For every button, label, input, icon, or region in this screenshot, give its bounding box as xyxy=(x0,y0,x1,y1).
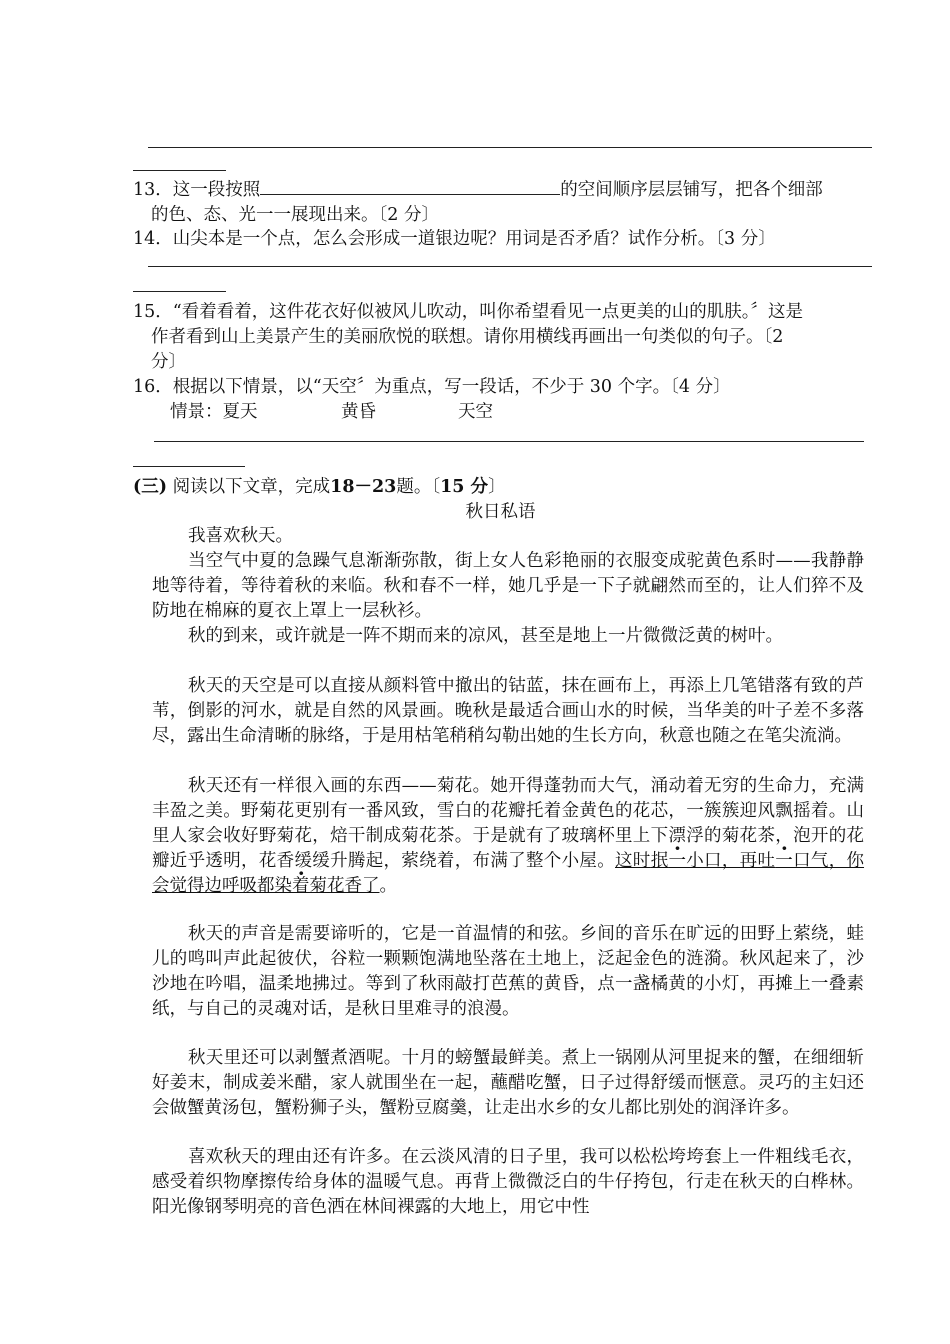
question-text: 这一段按照 xyxy=(172,180,261,200)
scene-item: 黄昏 xyxy=(341,402,376,422)
section-heading xyxy=(133,475,868,500)
paragraph-text: 。 xyxy=(379,876,397,896)
section-score: 15 分 xyxy=(440,477,489,497)
article-title: 秋日私语 xyxy=(465,502,536,522)
question-number: 13． xyxy=(133,180,173,200)
dotted-word: 染 xyxy=(274,876,292,896)
question-text: 根据以下情景，以“天空〞为重点，写一段话，不少于 30 个字。〔4 分〕 xyxy=(172,377,731,397)
question-number: 15． xyxy=(133,302,173,322)
question-number: 16． xyxy=(133,377,173,397)
question-15 xyxy=(133,300,886,375)
question-14 xyxy=(133,227,868,252)
answer-line-tail xyxy=(133,170,226,171)
question-range: 18－23 xyxy=(330,477,397,497)
question-number: 14． xyxy=(133,229,173,249)
question-text: 的色、态、光一一展现出来。〔2 分〕 xyxy=(151,205,439,225)
section-label: (三) xyxy=(133,477,168,497)
answer-line-tail xyxy=(133,466,245,467)
underlined-text: 一小口，再 xyxy=(668,851,758,871)
scene-item: 天空 xyxy=(458,402,493,422)
question-text: 作者看到山上美景产生的美丽欣悦的联想。请你用横线再画出一句类似的句子。〔2 xyxy=(151,327,784,347)
article-paragraph-3: 秋的到来，或许就是一阵不期而来的凉风，甚至是地上一片微微泛黄的树叶。 xyxy=(188,626,783,646)
answer-line-tail xyxy=(133,291,226,292)
underlined-text: 一口气，你会觉得边呼吸都 xyxy=(152,851,865,896)
section-text: 阅读以下文章，完成 xyxy=(172,477,331,497)
paragraph-text: 秋天还有一样很入画的东西——菊花。她开得蓬勃而大气，涌动着无穷的生命力，充满丰盈之美。野菊花更别有一番风致，雪白的花瓣托着金黄色的花芯，一簇簇迎风飘摇着。山里人家会收好野菊花，焙干制成菊花茶。于是就有了玻璃杯里上下漂浮的菊花茶，泡开的花瓣近乎透明，花香缓缓升腾起，萦绕着，布满了整个小屋。 xyxy=(152,776,864,871)
article-paragraph-8: 喜欢秋天的理由还有许多。在云淡风清的日子里，我可以松松垮垮套上一件粗线毛衣，感受着织物摩擦传给身体的温暖气息。再背上微微泛白的牛仔挎包，行走在秋天的白桦林。阳光像钢琴明亮的音色洒在林间裸露的大地上，用它中性 xyxy=(152,1147,864,1217)
article-paragraph-2: 当空气中夏的急躁气息渐渐弥散，街上女人色彩艳丽的衣服变成驼黄色系时——我静静地等待着，等待着秋的来临。秋和春不一样，她几乎是一下子就翩然而至的，让人们猝不及防地在棉麻的夏衣上罩上一层秋衫。 xyxy=(152,551,864,621)
section-text: 〕 xyxy=(488,477,506,497)
answer-line xyxy=(148,147,872,148)
article-paragraph-6: 秋天的声音是需要谛听的，它是一首温情的和弦。乡间的音乐在旷远的田野上萦绕，蛙儿的鸣叫声此起彼伏，谷粒一颗颗饱满地坠落在土地上，泛起金色的涟漪。秋风起来了，沙沙地在吟唱，温柔地拂过。等到了秋雨敲打芭蕉的黄昏，点一盏橘黄的小灯，再摊上一叠素纸，与自己的灵魂对话，是秋日里难寻的浪漫。 xyxy=(152,924,864,1019)
underlined-text: 着菊花香了 xyxy=(292,876,380,896)
dotted-word: 吐 xyxy=(757,851,776,871)
answer-line xyxy=(154,441,864,442)
section-text: 题。〔 xyxy=(396,477,441,497)
dotted-word: 抿 xyxy=(650,851,669,871)
fill-blank[interactable] xyxy=(260,176,560,195)
question-16 xyxy=(133,375,868,400)
scene-label: 情景：夏天 xyxy=(170,402,258,422)
article-paragraph-1: 我喜欢秋天。 xyxy=(188,526,293,546)
question-text: 的空间顺序层层铺写，把各个细部 xyxy=(560,180,823,200)
question-text: “看着看着，这件花衣好似被风儿吹动，叫你希望看见一点更美的山的肌肤。〞这是 xyxy=(172,302,803,322)
article-paragraph-4: 秋天的天空是可以直接从颜料管中撤出的钴蓝，抹在画布上，再添上几笔错落有致的芦苇，倒影的河水，就是自然的风景画。晚秋是最适合画山水的时候，当华美的叶子差不多落尽，露出生命清晰的脉络，于是用枯笔稍稍勾勒出她的生长方向，秋意也随之在笔尖流淌。 xyxy=(152,676,864,746)
question-text: 山尖本是一个点，怎么会形成一道银边呢？用词是否矛盾？试作分析。〔3 分〕 xyxy=(172,229,776,249)
article-paragraph-5 xyxy=(152,774,864,899)
question-text: 分〕 xyxy=(151,352,186,372)
answer-line xyxy=(148,266,872,267)
article-paragraph-7: 秋天里还可以剥蟹煮酒呢。十月的螃蟹最鲜美。煮上一锅刚从河里捉来的蟹，在细细斩好姜末，制成姜米醋，家人就围坐在一起，蘸醋吃蟹，日子过得舒缓而惬意。灵巧的主妇还会做蟹黄汤包，蟹粉狮子头，蟹粉豆腐羹，让走出水乡的女儿都比别处的润泽许多。 xyxy=(152,1048,864,1118)
underlined-text: 这时 xyxy=(615,851,651,871)
question-13 xyxy=(133,176,886,228)
